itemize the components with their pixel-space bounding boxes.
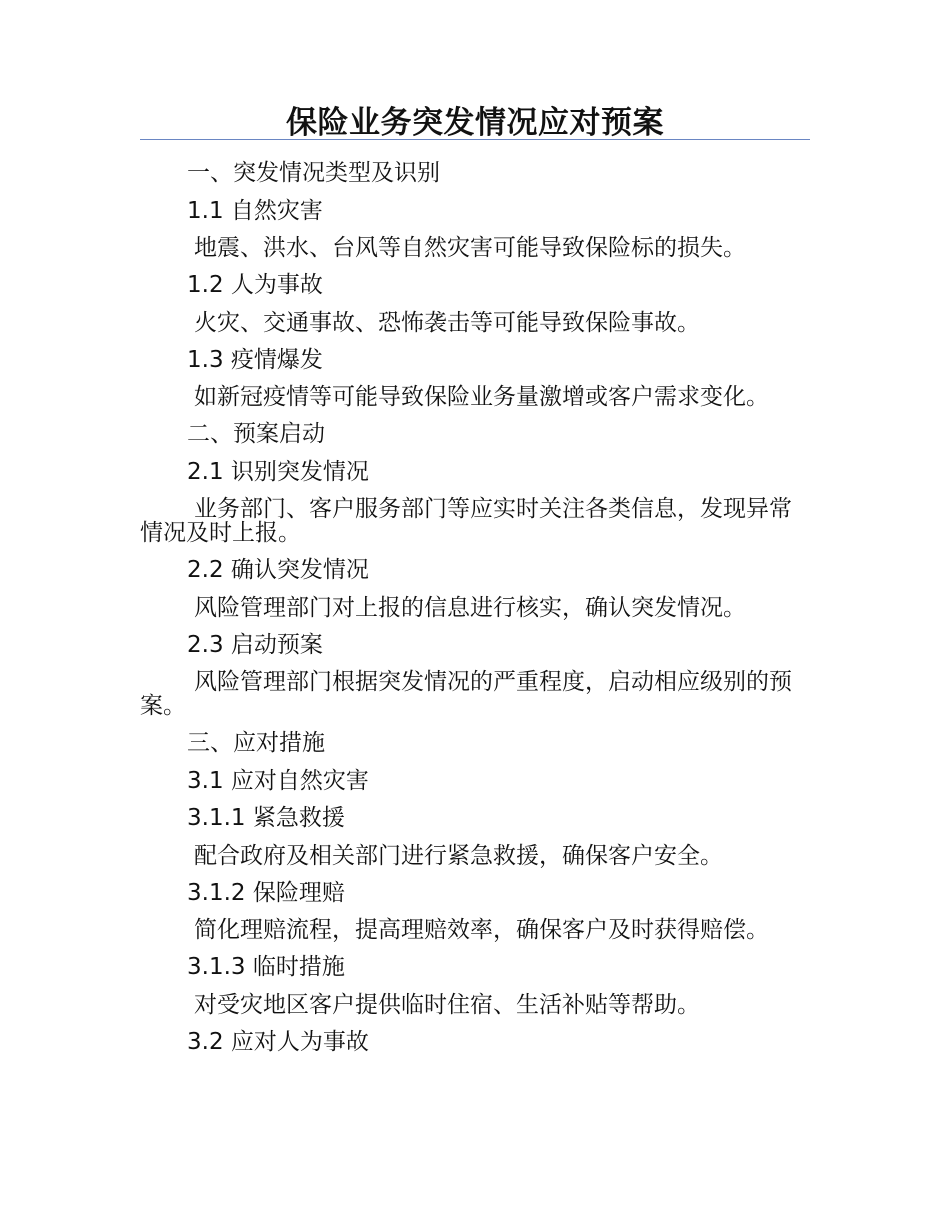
subsection-heading: 3.2 应对人为事故 (187, 1028, 369, 1055)
body-paragraph: 简化理赔流程，提高理赔效率，确保客户及时获得赔偿。 (194, 917, 769, 943)
subsection-heading: 1.1 自然灾害 (187, 197, 323, 224)
body-paragraph: 地震、洪水、台风等自然灾害可能导致保险标的损失。 (194, 235, 746, 261)
subsection-heading: 1.2 人为事故 (187, 272, 323, 298)
subsection-heading: 2.3 启动预案 (187, 631, 323, 658)
body-paragraph: 业务部门、客户服务部门等应实时关注各类信息，发现异常情况及时上报。 (140, 496, 792, 546)
subsubsection-heading: 3.1.2 保险理赔 (187, 879, 345, 906)
subsubsection-heading: 3.1.3 临时措施 (187, 954, 345, 980)
subsubsection-heading: 3.1.1 紧急救援 (187, 805, 345, 831)
section-heading: 三、应对措施 (187, 730, 325, 756)
subsection-heading: 1.3 疫情爆发 (187, 346, 323, 373)
section-heading: 二、预案启动 (187, 421, 325, 447)
title-underline (140, 139, 810, 140)
subsection-heading: 2.2 确认突发情况 (187, 557, 369, 583)
body-paragraph: 对受灾地区客户提供临时住宿、生活补贴等帮助。 (194, 991, 700, 1018)
subsection-heading: 3.1 应对自然灾害 (187, 767, 369, 794)
body-paragraph: 风险管理部门根据突发情况的严重程度，启动相应级别的预案。 (140, 669, 792, 719)
document-body (140, 155, 800, 1061)
body-paragraph: 风险管理部门对上报的信息进行核实，确认突发情况。 (194, 594, 746, 621)
body-paragraph: 配合政府及相关部门进行紧急救援，确保客户安全。 (194, 842, 723, 869)
subsection-heading: 2.1 识别突发情况 (187, 458, 369, 485)
body-paragraph: 如新冠疫情等可能导致保险业务量激增或客户需求变化。 (194, 384, 769, 410)
document-title: 保险业务突发情况应对预案 (286, 105, 664, 141)
section-heading: 一、突发情况类型及识别 (187, 160, 440, 186)
body-paragraph: 火灾、交通事故、恐怖袭击等可能导致保险事故。 (194, 309, 700, 336)
